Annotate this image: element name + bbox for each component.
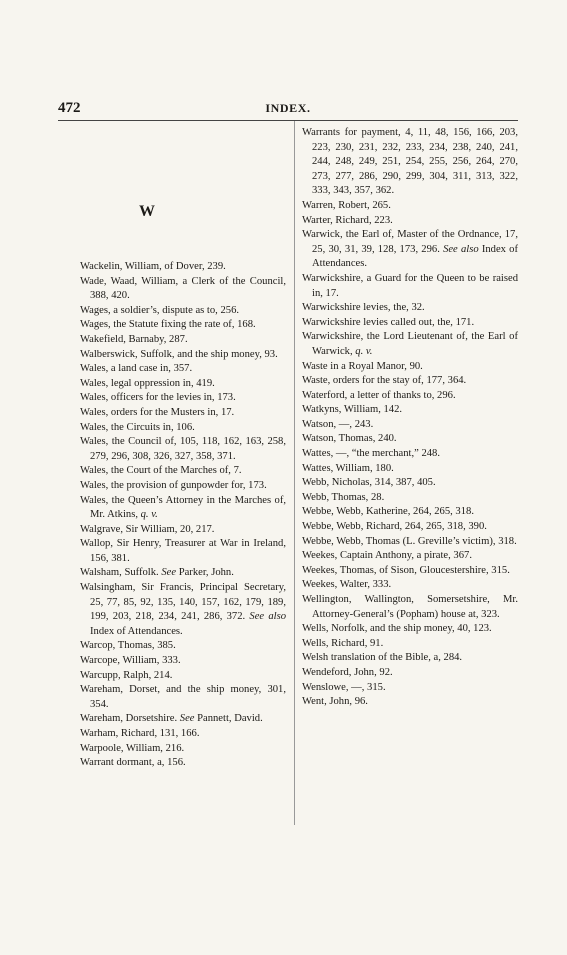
index-entry	[302, 403, 518, 418]
entry-text: Wales, the Circuits in, 106.	[80, 421, 195, 433]
index-entry	[80, 654, 286, 669]
index-entry	[80, 348, 286, 363]
entry-text: Wales, the Council of, 105, 118, 162, 163, 258, 279, 296, 308, 326, 327, 358, 371.	[80, 436, 286, 462]
header-rule	[58, 120, 518, 121]
entry-text: Warcop, Thomas, 385.	[80, 640, 176, 652]
index-entry	[80, 304, 286, 319]
entry-text: Webb, Thomas, 28.	[302, 491, 385, 503]
index-entry	[80, 669, 286, 684]
entry-text: Warwickshire, a Guard for the Queen to be raised in, 17.	[302, 272, 518, 299]
entry-text: Warham, Richard, 131, 166.	[80, 728, 200, 739]
entry-text: Weekes, Captain Anthony, a pirate, 367.	[302, 550, 472, 562]
index-entry	[80, 318, 286, 333]
index-entry	[302, 228, 518, 272]
entry-text: Wales, the Queen’s Attorney in the Marches of, Mr. Atkins,	[80, 494, 286, 521]
entry-text: Wells, Norfolk, and the ship money, 40, 123.	[302, 623, 492, 635]
entry-text: Waste, orders for the stay of, 177, 364.	[302, 375, 467, 387]
entry-text: Warwickshire levies called out, the, 171.	[302, 316, 475, 328]
index-entry	[80, 756, 286, 771]
index-entry	[302, 666, 518, 681]
index-entry	[80, 494, 286, 523]
entry-text: Watson, Thomas, 240.	[302, 433, 397, 445]
index-entry	[302, 622, 518, 637]
index-entry	[302, 564, 518, 579]
entry-text: Wales, the Court of the Marches of, 7.	[80, 465, 242, 477]
entry-text: Wales, a land case in, 357.	[80, 363, 193, 375]
index-entry	[302, 491, 518, 506]
index-entry	[302, 126, 518, 199]
index-entry	[302, 462, 518, 477]
entry-text: Weekes, Walter, 333.	[302, 579, 392, 591]
column-divider	[294, 121, 295, 825]
index-entry	[302, 374, 518, 389]
index-column-left	[80, 260, 286, 771]
index-entry	[80, 479, 286, 494]
index-entry	[302, 360, 518, 375]
index-entry	[80, 464, 286, 479]
index-entry	[302, 505, 518, 520]
entry-text: Webbe, Webb, Thomas (L. Greville’s victim), 318.	[302, 535, 517, 547]
entry-text: Wales, the provision of gunpowder for, 173.	[80, 479, 267, 491]
index-entry	[302, 389, 518, 404]
index-entry	[80, 362, 286, 377]
entry-text: Walgrave, Sir William, 20, 217.	[80, 523, 215, 535]
index-entry	[80, 742, 286, 757]
page-number: 472	[58, 100, 81, 116]
entry-text: Warwick, the Earl of, Master of the Ordnance, 17, 25, 30, 31, 39, 128, 173, 296.	[302, 229, 518, 255]
index-entry	[302, 432, 518, 447]
index-entry	[80, 683, 286, 712]
index-entry	[80, 421, 286, 436]
entry-text: Waterford, a letter of thanks to, 296.	[302, 389, 456, 401]
index-entry	[302, 199, 518, 214]
entry-reference: q. v.	[355, 345, 373, 357]
entry-reference-target: Index of Attendances.	[312, 243, 519, 270]
section-letter: W	[139, 203, 155, 220]
entry-text: Warren, Robert, 265.	[302, 199, 391, 211]
entry-text: Webb, Nicholas, 314, 387, 405.	[302, 477, 436, 489]
page-header	[58, 100, 518, 118]
index-entry	[80, 391, 286, 406]
index-entry	[302, 535, 518, 550]
index-entry	[80, 435, 286, 464]
entry-reference: See also	[443, 243, 479, 255]
index-entry	[80, 523, 286, 538]
index-entry	[80, 727, 286, 742]
entry-text: Warter, Richard, 223.	[302, 214, 393, 226]
index-entry	[302, 301, 518, 316]
entry-reference-target: Index of Attendances.	[90, 625, 183, 637]
index-entry	[302, 637, 518, 652]
index-entry	[80, 260, 286, 275]
entry-text: Warrant dormant, a, 156.	[80, 757, 186, 769]
entry-text: Warwickshire, the Lord Lieutenant of, the Earl of Warwick,	[302, 331, 518, 357]
entry-text: Wareham, Dorsetshire.	[80, 713, 180, 725]
entry-text: Wales, orders for the Musters in, 17.	[80, 406, 235, 418]
entry-reference-target: Pannett, David.	[194, 713, 263, 725]
entry-reference-target: Parker, John.	[176, 567, 234, 579]
entry-text: Warcupp, Ralph, 214.	[80, 669, 173, 681]
page-title: INDEX.	[265, 101, 311, 115]
entry-text: Welsh translation of the Bible, a, 284.	[302, 652, 463, 664]
index-entry	[302, 593, 518, 622]
entry-text: Webbe, Webb, Katherine, 264, 265, 318.	[302, 506, 474, 518]
index-entry	[302, 681, 518, 696]
entry-text: Weekes, Thomas, of Sison, Gloucestershire, 315.	[302, 564, 510, 576]
entry-text: Waste in a Royal Manor, 90.	[302, 360, 423, 372]
entry-text: Walsingham, Sir Francis, Principal Secretary, 25, 77, 85, 92, 135, 140, 157, 162, 179, 189, 199, 203, 218, 234, 241, 286, 372.	[80, 582, 286, 623]
entry-text: Wages, a soldier’s, dispute as to, 256.	[80, 304, 240, 316]
index-column-right	[302, 126, 518, 710]
index-entry	[80, 566, 286, 581]
entry-text: Warcope, William, 333.	[80, 655, 181, 667]
entry-text: Wellington, Wallington, Somersetshire, Mr. Attorney-General’s (Popham) house at, 323.	[302, 594, 518, 620]
index-entry	[302, 272, 518, 301]
index-entry	[302, 476, 518, 491]
index-entry	[302, 651, 518, 666]
entry-reference: See also	[249, 611, 286, 623]
index-entry	[302, 447, 518, 462]
entry-text: Wakefield, Barnaby, 287.	[80, 333, 188, 345]
index-entry	[302, 214, 518, 229]
entry-text: Webbe, Webb, Richard, 264, 265, 318, 390.	[302, 521, 487, 533]
index-entry	[302, 418, 518, 433]
entry-text: Watkyns, William, 142.	[302, 404, 403, 416]
entry-text: Wattes, William, 180.	[302, 462, 394, 474]
index-entry	[80, 639, 286, 654]
entry-text: Walberswick, Suffolk, and the ship money, 93.	[80, 348, 278, 360]
index-entry	[80, 581, 286, 639]
index-entry	[302, 520, 518, 535]
index-entry	[80, 377, 286, 392]
entry-text: Warpoole, William, 216.	[80, 742, 185, 754]
entry-text: Wackelin, William, of Dover, 239.	[80, 261, 226, 272]
index-entry	[80, 406, 286, 421]
index-entry	[302, 549, 518, 564]
index-entry	[302, 330, 518, 359]
entry-text: Wales, officers for the levies in, 173.	[80, 392, 236, 404]
entry-reference: q. v.	[140, 509, 158, 521]
entry-text: Warrants for payment, 4, 11, 48, 156, 166, 203, 223, 230, 231, 232, 233, 234, 238, 240, 241, 244, 248, 249, 251, 254, 255, 256, 264, 270, 273, 277, 286, 290, 299, 304, 311, 313, 322, 333, 343, 357, 362.	[302, 127, 518, 197]
entry-reference: See	[161, 567, 177, 579]
entry-text: Wallop, Sir Henry, Treasurer at War in Ireland, 156, 381.	[80, 538, 286, 564]
index-entry	[302, 578, 518, 593]
entry-text: Wade, Waad, William, a Clerk of the Council, 388, 420.	[80, 275, 286, 302]
entry-text: Wells, Richard, 91.	[302, 637, 384, 649]
entry-text: Went, John, 96.	[302, 696, 368, 708]
entry-reference: See	[179, 713, 195, 725]
index-entry	[80, 333, 286, 348]
entry-text: Wendeford, John, 92.	[302, 666, 393, 678]
index-entry	[302, 316, 518, 331]
entry-text: Wattes, —, “the merchant,” 248.	[302, 448, 440, 460]
index-entry	[80, 712, 286, 727]
index-entry	[80, 275, 286, 304]
index-entry	[302, 695, 518, 710]
entry-text: Warwickshire levies, the, 32.	[302, 302, 425, 314]
index-entry	[80, 537, 286, 566]
entry-text: Wales, legal oppression in, 419.	[80, 377, 215, 389]
entry-text: Watson, —, 243.	[302, 418, 374, 430]
entry-text: Wareham, Dorset, and the ship money, 301, 354.	[80, 684, 286, 710]
entry-text: Wenslowe, —, 315.	[302, 681, 386, 693]
entry-text: Wages, the Statute fixing the rate of, 168.	[80, 319, 256, 331]
entry-text: Walsham, Suffolk.	[80, 567, 162, 579]
